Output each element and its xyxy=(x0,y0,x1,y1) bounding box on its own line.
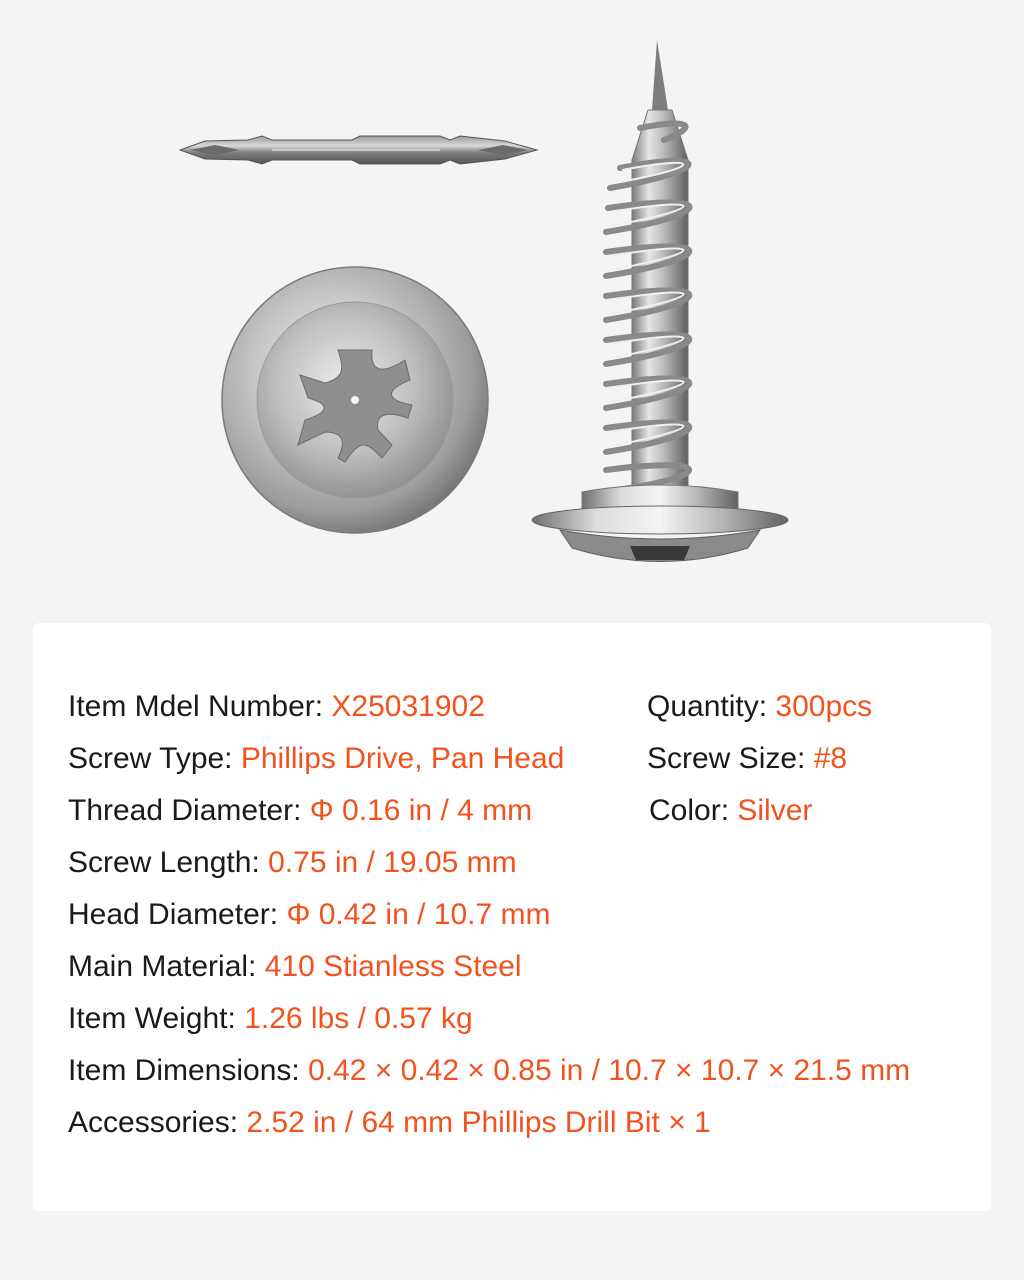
spec-head-diameter xyxy=(68,897,551,933)
spec-label: Color: xyxy=(649,794,738,827)
spec-label: Screw Size: xyxy=(647,742,814,775)
spec-value: 0.42 × 0.42 × 0.85 in / 10.7 × 10.7 × 21.5 mm xyxy=(308,1054,911,1087)
spec-value: Φ 0.16 in / 4 mm xyxy=(309,794,533,827)
spec-screw-size xyxy=(647,741,847,777)
spec-value: #8 xyxy=(813,742,848,775)
spec-value: 300pcs xyxy=(775,690,873,723)
spec-color xyxy=(649,793,812,829)
spec-value: Phillips Drive, Pan Head xyxy=(240,742,565,775)
spec-item-dimensions xyxy=(68,1053,910,1089)
spec-label: Quantity: xyxy=(647,690,776,723)
spec-label: Main Material: xyxy=(68,950,265,983)
spec-label: Thread Diameter: xyxy=(68,794,310,827)
spec-model-number xyxy=(68,689,485,725)
spec-value: Silver xyxy=(737,794,813,827)
spec-value: X25031902 xyxy=(331,690,485,723)
spec-label: Screw Length: xyxy=(68,846,269,879)
product-illustration xyxy=(0,0,1024,600)
spec-label: Item Weight: xyxy=(68,1002,245,1035)
spec-screw-type xyxy=(68,741,564,777)
screw-side-icon xyxy=(532,40,788,562)
spec-label: Accessories: xyxy=(68,1106,247,1139)
spec-label: Head Diameter: xyxy=(68,898,287,931)
spec-value: Φ 0.42 in / 10.7 mm xyxy=(286,898,551,931)
spec-item-weight xyxy=(68,1001,473,1037)
spec-label: Item Mdel Number: xyxy=(68,690,332,723)
spec-quantity xyxy=(647,689,872,725)
spec-label: Screw Type: xyxy=(68,742,241,775)
spec-screw-length xyxy=(68,845,517,881)
spec-value: 2.52 in / 64 mm Phillips Drill Bit × 1 xyxy=(246,1106,711,1139)
spec-label: Item Dimensions: xyxy=(68,1054,309,1087)
spec-thread-diameter xyxy=(68,793,532,829)
spec-value: 1.26 lbs / 0.57 kg xyxy=(244,1002,473,1035)
spec-value: 410 Stianless Steel xyxy=(264,950,522,983)
spec-main-material xyxy=(68,949,522,985)
screw-head-top-icon xyxy=(222,267,488,533)
spec-accessories xyxy=(68,1105,711,1141)
phillips-drill-bit-icon xyxy=(180,136,537,164)
spec-value: 0.75 in / 19.05 mm xyxy=(268,846,517,879)
